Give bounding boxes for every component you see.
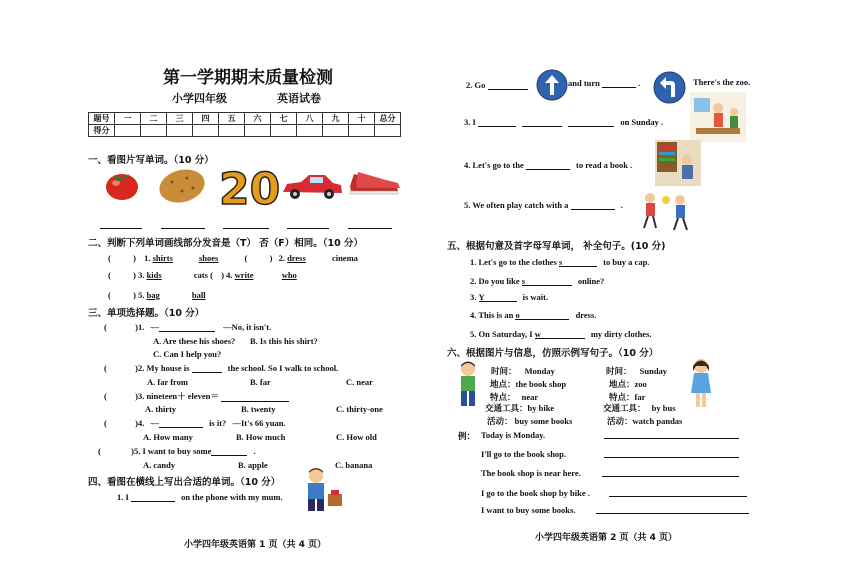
potato-icon [157,166,207,204]
kids-playing-ball-icon [640,190,692,232]
paren-open: ( [104,391,107,401]
stem-text: 3. I [464,117,476,127]
score-table [88,112,401,137]
stem-text: My house is [146,363,190,373]
s3-q2-option-c[interactable]: C. near [346,377,373,387]
word: cats [193,270,208,280]
paper-label: 英语试卷 [277,92,321,105]
boy-time [491,365,555,377]
answer-line[interactable] [604,438,739,439]
boy-transport [485,402,554,414]
example-line-2: I'll go to the book shop. [481,449,567,459]
word: bag [146,290,160,300]
item-number: 1. [144,253,151,263]
item-number: 4. [226,270,233,280]
field-label: 地点： [490,379,516,389]
item-number: 3. [137,391,145,401]
score-header-cell: 二 [141,113,167,125]
stem-text: . [620,200,623,210]
blank-line[interactable] [522,276,572,286]
paren-close: ) [133,253,136,263]
field-value: the book shop [515,379,567,389]
score-cell[interactable] [375,125,401,137]
score-cell[interactable] [167,125,193,137]
r-q4 [464,160,632,170]
stem-text: 1. I [117,492,129,502]
stem-text: —No, it isn't. [223,322,272,332]
number-twenty-icon [218,163,281,215]
arrow-up-sign-icon [536,69,568,101]
field-label: 交通工具： [603,403,646,413]
initial-letter: o [515,310,520,320]
score-header-cell: 八 [297,113,323,125]
paren-close: ) [131,446,134,456]
answer-line[interactable] [287,228,329,229]
score-cell[interactable] [297,125,323,137]
score-header-cell: 五 [219,113,245,125]
field-value: Monday [524,366,555,376]
stem-text: my dirty clothes. [590,329,652,339]
section3-heading: 三、单项选择题。（10 分） [88,308,205,319]
stem-text: 2. Go [466,80,486,90]
score-cell[interactable] [271,125,297,137]
boy-phone-icon [298,466,346,514]
score-cell[interactable] [219,125,245,137]
word: dress [287,253,306,263]
s2-row3 [108,290,206,300]
blank-line[interactable] [479,292,517,302]
blank-line[interactable] [526,160,570,170]
stem-text: on Sunday . [620,117,664,127]
paren-open: ( [104,418,107,428]
s3-q2-option-a[interactable]: A. far from [147,377,188,387]
paren-open: ( [108,253,111,263]
library-icon [655,140,701,186]
paren-close: ) [135,418,138,428]
score-header-cell: 十 [349,113,375,125]
stem-text: . [638,78,641,88]
example-label: 例： [458,431,476,441]
answer-line[interactable] [223,228,269,229]
girl-transport [603,402,676,414]
score-cell[interactable] [245,125,271,137]
stem-text: 1. Let's go to the clothes [470,257,557,267]
s3-q3-stem [104,390,289,402]
blank-line[interactable] [535,329,585,339]
s3-q4-option-c[interactable]: C. How old [336,432,377,442]
field-value: buy some books [514,416,573,426]
s5-q4 [470,310,596,320]
paren-close: ) [133,270,136,280]
example-line-1: Today is Monday. [481,430,546,440]
s3-q5-option-b[interactable]: B. apple [238,460,268,470]
section5-heading: 五、根据句意及首字母写单词， 补全句子。(10 分) [447,241,666,252]
item-number: 2. [278,253,285,263]
s3-q1-option-c[interactable]: C. Can I help you? [153,349,222,359]
s3-q1-option-a[interactable]: A. Are these his shoes? [153,336,236,346]
turn-left-sign-icon [653,71,686,104]
paren-open: ( [98,446,101,456]
s3-q2-stem [104,363,338,373]
paren-open: ( [108,290,111,300]
paren-open: ( [244,253,248,263]
field-value: far [634,392,646,402]
blank-line[interactable] [159,322,215,332]
score-cell[interactable] [115,125,141,137]
stem-text: I want to buy some [142,446,212,456]
field-value: by bus [651,403,676,413]
blank-line[interactable] [488,80,528,90]
stem-text: 2. Do you like [470,276,520,286]
score-header-cell: 题号 [89,113,115,125]
s3-q3-option-b[interactable]: B. twenty [241,404,276,414]
item-number: 2. [137,363,145,373]
score-header-cell: 四 [193,113,219,125]
field-label: 特点： [609,392,635,402]
paren-open: ( [108,270,111,280]
field-label: 活动： [487,416,513,426]
field-label: 时间： [491,366,517,376]
boy-activity [487,415,572,427]
shoes-icon [348,168,402,196]
paren-open: ( [210,270,213,280]
item-number: 4. [137,418,145,428]
stem-text: 3. [470,292,477,302]
girl-avatar-icon [690,357,712,411]
stem-text: on the phone with my mum. [181,492,283,502]
field-value: Sunday [639,366,668,376]
initial-letter: Y [478,292,485,302]
blank-line[interactable] [478,117,516,127]
stem-text: is it? [209,418,227,428]
word: who [281,270,297,280]
score-header-cell: 三 [167,113,193,125]
section6-heading: 六、根据图片与信息，仿照示例写句子。（10 分） [447,348,659,359]
score-header-cell: 九 [323,113,349,125]
item-number: 1. [137,322,145,332]
section1-heading: 一、看图片写单词。（10 分） [88,155,214,166]
r-q5 [464,200,623,210]
example-line-3: The book shop is near here. [481,468,581,478]
item-number: 3. [138,270,145,280]
stem-text: — [150,322,159,332]
boy-avatar-icon [455,360,481,410]
s3-q5-stem [98,446,256,456]
field-label: 时间： [606,366,632,376]
answer-line[interactable] [596,513,749,514]
field-value: near [521,392,539,402]
answer-line[interactable] [602,476,739,477]
answer-line[interactable] [609,496,747,497]
initial-letter: s [521,276,526,286]
word: write [234,270,254,280]
s3-q4-option-b[interactable]: B. How much [236,432,286,442]
paren-close: ) [135,391,138,401]
girl-place [609,378,647,390]
stem-text: 4. This is an [470,310,514,320]
answer-line[interactable] [348,228,392,229]
answer-line[interactable] [100,228,142,229]
s3-q5-option-c[interactable]: C. banana [335,460,373,470]
boy-place [490,378,566,390]
girl-activity [607,415,682,427]
field-label: 交通工具： [485,403,528,413]
blank-line[interactable] [568,117,614,127]
blank-line[interactable] [131,492,175,502]
girl-time [606,365,667,377]
s3-q2-option-b[interactable]: B. far [250,377,271,387]
field-value: zoo [634,379,647,389]
field-label: 地点： [609,379,635,389]
example-line-4: I go to the book shop by bike . [481,488,590,498]
blank-line[interactable] [602,78,636,88]
score-header-cell: 六 [245,113,271,125]
field-value: by bike [527,403,555,413]
family-sunday-icon [690,92,746,142]
s3-q3-option-c[interactable]: C. thirty-one [336,404,383,414]
tomato-icon [104,166,140,202]
score-row-label: 得分 [89,125,115,137]
s5-q5 [470,329,652,339]
stem-text: the school. So I walk to school. [227,363,339,373]
item-number: 5. [133,446,141,456]
s5-q3 [470,292,548,302]
word: cinema [331,253,358,263]
s3-q1-option-b[interactable]: B. Is this his shirt? [250,336,318,346]
stem-text: online? [577,276,605,286]
stem-text: 5. We often play catch with a [464,200,569,210]
score-cell[interactable] [349,125,375,137]
blank-line[interactable] [515,310,569,320]
page-footer-right: 小学四年级英语第 2 页（共 4 页） [535,533,678,543]
score-cell[interactable] [141,125,167,137]
s2-row1 [108,253,358,263]
s3-q4-stem [104,418,286,428]
stem-text: and turn [568,78,600,88]
s4-q1 [117,492,283,502]
initial-letter: s [559,257,563,267]
item-number: 5. [138,290,145,300]
score-cell[interactable] [323,125,349,137]
answer-line[interactable] [161,228,205,229]
paren-close: ) [221,270,225,280]
s3-q5-option-a[interactable]: A. candy [143,460,176,470]
section4-heading: 四、看图在横线上写出合适的单词。（10 分） [88,477,281,488]
s3-q4-option-a[interactable]: A. How many [143,432,193,442]
blank-line[interactable] [559,257,597,267]
word: shoes [199,253,219,263]
s5-q1 [470,257,649,267]
r-q2-mid [568,78,640,88]
word: shirts [152,253,173,263]
blank-line[interactable] [159,418,203,428]
field-value: watch pandas [632,416,683,426]
stem-text: to buy a cap. [603,257,650,267]
blank-line[interactable] [211,446,247,456]
paren-open: ( [104,363,107,373]
field-label: 特点： [490,392,516,402]
score-header-cell: 一 [115,113,141,125]
number-twenty-text: 20 [219,164,281,215]
section2-heading: 二、判断下列单词画线部分发音是（T） 否（F）相同。（10 分） [88,238,364,249]
s3-q3-option-a[interactable]: A. thirty [145,404,177,414]
initial-letter: w [534,329,541,339]
r-q2-zoo: There's the zoo. [693,77,751,87]
word: kids [146,270,162,280]
s5-q2 [470,276,604,286]
grade-label: 小学四年级 [172,92,227,105]
paren-open: ( [104,322,107,332]
blank-line[interactable] [192,363,222,373]
paren-close: ) [135,322,138,332]
field-label: 活动： [607,416,633,426]
score-cell[interactable] [193,125,219,137]
stem-text: 4. Let's go to the [464,160,524,170]
paren-close: ) [135,363,138,373]
stem-text: is wait. [522,292,549,302]
s2-row2 [108,270,297,280]
car-icon [279,172,345,202]
r-q2 [466,80,528,90]
stem-text: . [253,446,256,456]
answer-line[interactable] [604,457,739,458]
blank-line[interactable] [221,392,289,402]
paren-close: ) [133,290,136,300]
word: ball [191,290,206,300]
score-header-cell: 七 [271,113,297,125]
score-header-cell: 总分 [375,113,401,125]
blank-line[interactable] [522,117,562,127]
stem-text: to read a book . [575,160,633,170]
page-title: 第一学期期末质量检测 [163,68,333,88]
blank-line[interactable] [571,200,615,210]
page-footer-left: 小学四年级英语第 1 页（共 4 页） [184,540,327,550]
stem-text: 5. On Saturday, I [470,329,533,339]
stem-text: —It's 66 yuan. [232,418,286,428]
s3-q1-stem [104,322,271,332]
stem-text: dress. [575,310,597,320]
example-line-5: I want to buy some books. [481,505,576,515]
stem-text: nineteen＋ eleven＝ [146,391,219,401]
paren-close: ) [269,253,273,263]
r-q3 [464,117,663,127]
stem-text: — [150,418,159,428]
